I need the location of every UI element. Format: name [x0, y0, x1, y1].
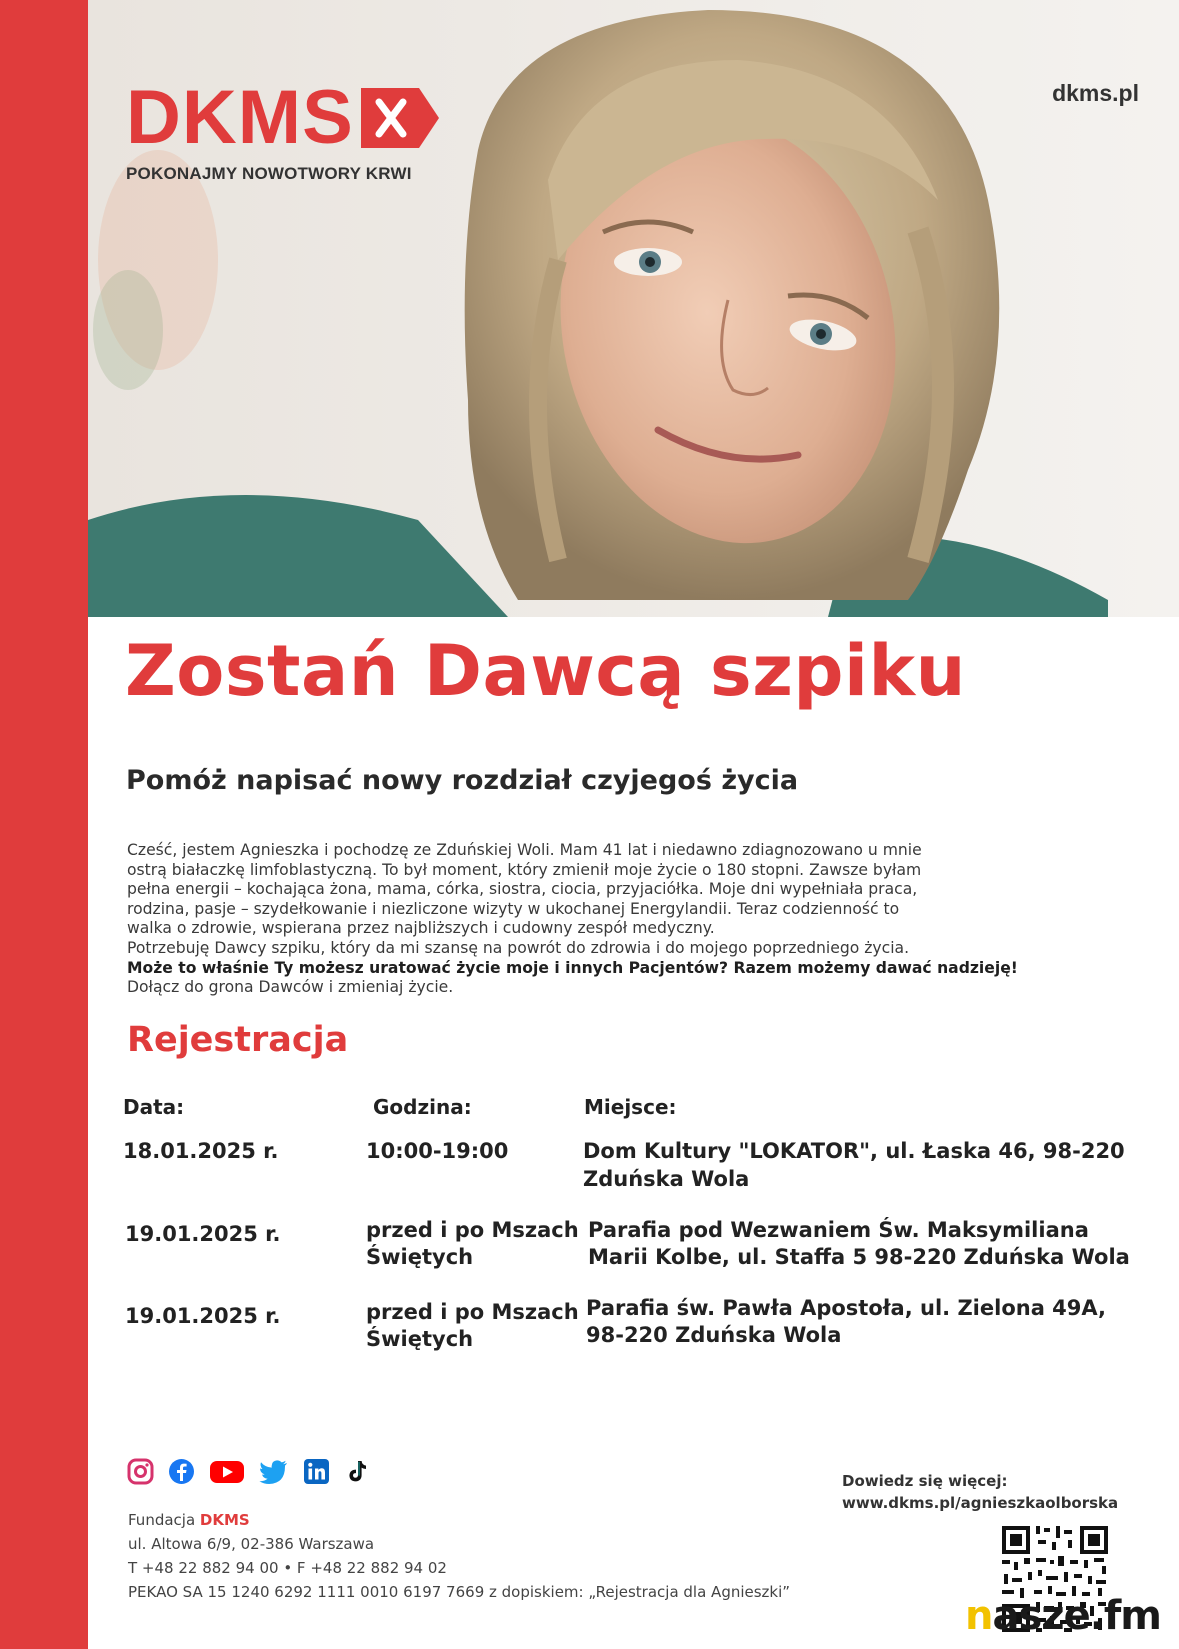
footer-bank: PEKAO SA 15 1240 6292 1111 0010 6197 7669 z dopiskiem: „Rejestracja dla Agnieszki” — [128, 1583, 791, 1601]
logo-x-badge — [361, 88, 441, 148]
row-place: Dom Kultury "LOKATOR", ul. Łaska 46, 98-220 — [583, 1139, 1125, 1163]
row-time: przed i po Mszach — [366, 1218, 579, 1242]
header-time: Godzina: — [373, 1095, 472, 1119]
row-time-cont: Świętych — [366, 1245, 474, 1269]
watermark-n: n — [965, 1593, 993, 1639]
story-line: walka o zdrowie, wspierana przez najbliższych i cudowny zespół medyczny. — [127, 919, 715, 938]
instagram-icon[interactable] — [127, 1458, 154, 1485]
learn-more — [842, 1470, 1118, 1514]
row-date: 19.01.2025 r. — [125, 1222, 281, 1246]
foundation-prefix: Fundacja — [128, 1511, 200, 1529]
foundation-name: DKMS — [199, 1511, 250, 1529]
youtube-icon[interactable] — [209, 1458, 245, 1485]
dkms-logo — [126, 75, 441, 184]
row-date: 19.01.2025 r. — [125, 1304, 281, 1328]
footer-contact — [128, 1508, 790, 1604]
social-links — [127, 1458, 371, 1485]
story-text — [127, 841, 1137, 998]
page-title: Zostań Dawcą szpiku — [125, 630, 966, 712]
row-time: 10:00-19:00 — [366, 1139, 509, 1163]
row-time: przed i po Mszach — [366, 1300, 579, 1324]
header-date: Data: — [123, 1095, 185, 1119]
registration-title: Rejestracja — [127, 1020, 349, 1060]
brand-stripe — [0, 0, 88, 1649]
row-place: Parafia św. Pawła Apostoła, ul. Zielona 49A, — [586, 1296, 1107, 1320]
row-date: 18.01.2025 r. — [123, 1139, 279, 1163]
foundation-line — [128, 1508, 790, 1532]
learn-more-label: Dowiedz się więcej: — [842, 1472, 1008, 1490]
linkedin-icon[interactable] — [303, 1458, 330, 1485]
row-place-cont: 98-220 Zduńska Wola — [586, 1323, 842, 1347]
watermark-rest: asze.fm — [992, 1593, 1161, 1639]
header-place: Miejsce: — [584, 1095, 677, 1119]
learn-more-link[interactable]: www.dkms.pl/agnieszkaolborska — [842, 1494, 1119, 1512]
footer-address: ul. Altowa 6/9, 02-386 Warszawa — [128, 1535, 375, 1553]
tiktok-icon[interactable] — [344, 1458, 371, 1485]
row-time-cont: Świętych — [366, 1327, 474, 1351]
story-line: rodzina, pasje – szydełkowanie i niezliczone wizyty w ukochanej Energylandii. Teraz codzienność to — [127, 899, 900, 918]
subheading: Pomóż napisać nowy rozdział czyjegoś życia — [126, 765, 799, 796]
row-place: Parafia pod Wezwaniem Św. Maksymiliana — [588, 1218, 1089, 1242]
row-place-cont: Marii Kolbe, ul. Staffa 5 98-220 Zduńska Wola — [588, 1245, 1130, 1269]
logo-wordmark: DKMS — [126, 75, 354, 160]
logo-tagline: POKONAJMY NOWOTWORY KRWI — [126, 164, 412, 183]
watermark-logo — [965, 1592, 1161, 1640]
site-url[interactable]: dkms.pl — [1052, 80, 1139, 106]
story-line: ostrą białaczkę limfoblastyczną. To był moment, który zmienił moje życie o 180 stopni. Zawsze byłam — [127, 860, 922, 879]
row-place-cont: Zduńska Wola — [583, 1167, 750, 1191]
story-call-to-action: Może to właśnie Ty możesz uratować życie moje i innych Pacjentów? Razem możemy dawać nadzieję! — [127, 958, 1018, 977]
story-line: pełna energii – kochająca żona, mama, córka, siostra, ciocia, przyjaciółka. Moje dni wypełniała praca, — [127, 880, 918, 899]
story-line: Cześć, jestem Agnieszka i pochodzę ze Zduńskiej Woli. Mam 41 lat i niedawno zdiagnozowano u mnie — [127, 841, 922, 859]
footer-phone: T +48 22 882 94 00 • F +48 22 882 94 02 — [128, 1559, 447, 1577]
story-closing: Dołącz do grona Dawców i zmieniaj życie. — [127, 978, 454, 997]
twitter-icon[interactable] — [259, 1458, 289, 1485]
facebook-icon[interactable] — [168, 1458, 195, 1485]
story-line: Potrzebuję Dawcy szpiku, który da mi szansę na powrót do zdrowia i do mojego poprzedniego życia. — [127, 938, 910, 957]
